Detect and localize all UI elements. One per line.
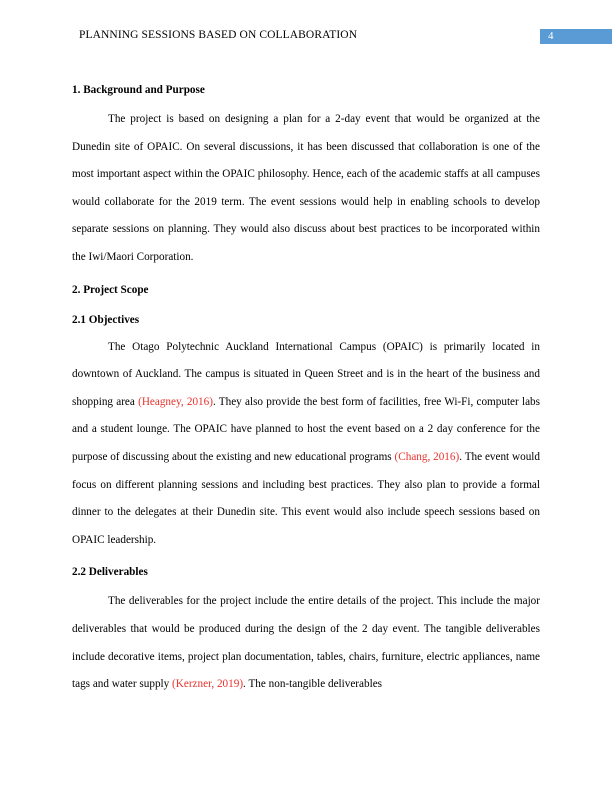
page-number-badge: 4 (540, 29, 612, 44)
paragraph-background: The project is based on designing a plan for a 2-day event that would be organized at the Dunedin site of OPAIC. On several discussions, it has been discussed that collaboration is one of the most important aspect within the OPAIC philosophy. Hence, each of the academic staffs at all campuses would collaborate for the 2019 term. The event sessions would help in enabling schools to develop separate sessions on planning. They would also discuss about best practices to be incorporated within the Iwi/Maori Corporation. (72, 113, 540, 263)
citation-heagney: (Heagney, 2016) (138, 395, 213, 408)
running-header-title: PLANNING SESSIONS BASED ON COLLABORATION (79, 29, 358, 41)
subsection-heading-objectives: 2.1 Objectives (72, 313, 140, 326)
citation-kerzner: (Kerzner, 2019) (172, 678, 244, 691)
text-run: . The non-tangible deliverables (243, 678, 383, 691)
text-run: . The event would focus on different planning sessions and including best practices. They also plan to provide a formal dinner to the delegates at their Dunedin site. This event would also include speech sessions based on OPAIC leadership. (72, 450, 540, 546)
section-heading-scope: 2. Project Scope (72, 283, 149, 296)
text-run: . They also provide the best form of facilities, free Wi-Fi, computer labs and a student lounge. The OPAIC have planned to host the event based on a 2 day conference for the purpose of discussing about the existing and new educational programs (72, 395, 540, 463)
citation-chang: (Chang, 2016) (394, 450, 460, 463)
paragraph-objectives (72, 334, 540, 555)
subsection-heading-deliverables: 2.2 Deliverables (72, 566, 148, 579)
paragraph-deliverables (72, 588, 540, 698)
text-run: The deliverables for the project include the entire details of the project. This include the major deliverables that would be produced during the design of the 2 day event. The tangible deliverables include decorative items, project plan documentation, tables, chairs, furniture, electric appliances, name tags and water supply (72, 595, 540, 691)
document-body (72, 80, 540, 699)
text-run: The Otago Polytechnic Auckland International Campus (OPAIC) is primarily located in downtown of Auckland. The campus is situated in Queen Street and is in the heart of the business and shopping area (72, 340, 540, 408)
section-heading-background: 1. Background and Purpose (72, 84, 205, 96)
